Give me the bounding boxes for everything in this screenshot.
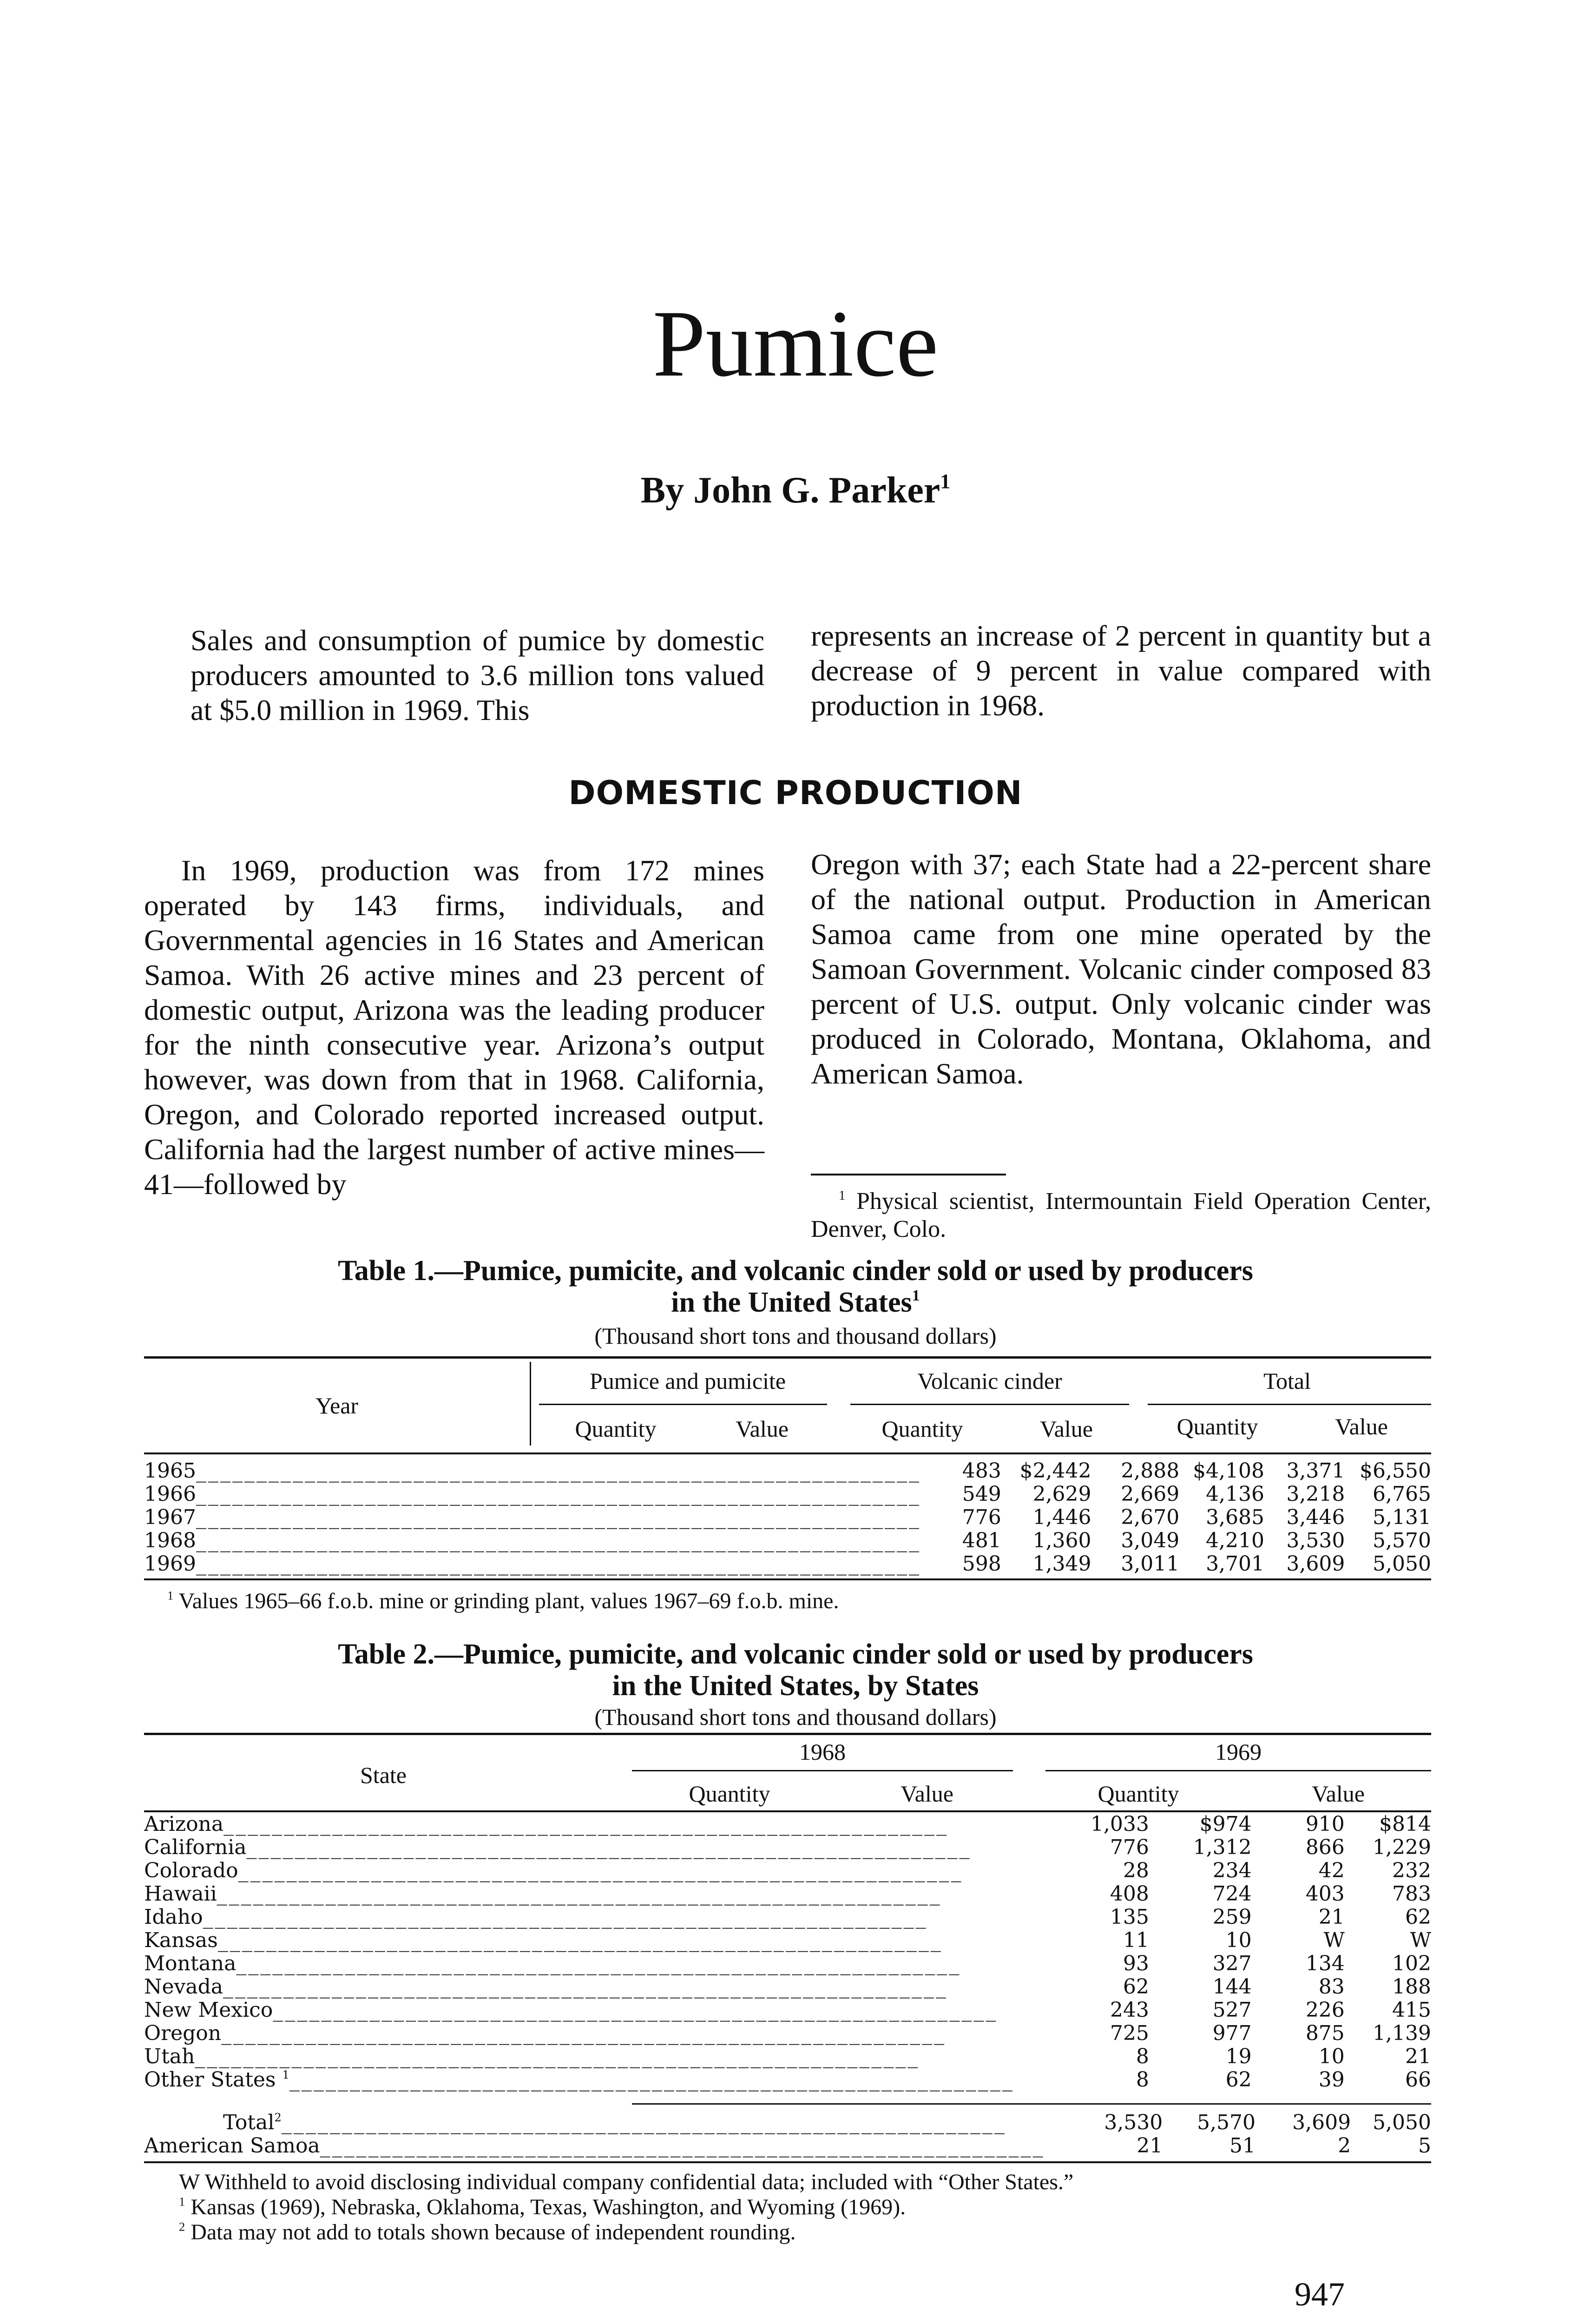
table-cell: W (1323, 1928, 1345, 1952)
table-cell: 910 (1305, 1812, 1345, 1836)
table-cell: 62 (1405, 1905, 1431, 1929)
table1-group-rule (539, 1404, 827, 1405)
author-footnote-text: Physical scientist, Intermountain Field Operation Center, Denver, Colo. (811, 1188, 1432, 1242)
leader-dots: ____________________________________________________________ (196, 1483, 921, 1506)
table-cell: 5 (1418, 2134, 1431, 2158)
table1-header-rule (144, 1452, 1431, 1454)
table-cell: 3,685 (1206, 1505, 1265, 1529)
table1-caption-mark: 1 (912, 1287, 920, 1305)
footnote-text: Withheld to avoid disclosing individual company confidential data; included with “Other States.” (204, 2170, 1074, 2194)
table2-col-header: Quantity (1098, 1781, 1179, 1807)
table-cell: 234 (1212, 1859, 1252, 1882)
footnote-mark: 1 (179, 2194, 185, 2209)
table2-row-label: Arizona____________________________________________________________ (144, 1813, 949, 1836)
table-row (144, 1552, 1431, 1576)
table1-caption (0, 1255, 1591, 1318)
table-cell: 3,218 (1286, 1482, 1345, 1506)
table1-group-header: Total (1263, 1368, 1311, 1394)
table-cell: 21 (1318, 1905, 1345, 1929)
footnote-text: Kansas (1969), Nebraska, Oklahoma, Texas, Washington, and Wyoming (1969). (191, 2195, 906, 2219)
byline (0, 465, 1591, 516)
table-row (144, 1813, 1431, 1836)
leader-dots: ____________________________________________________________ (289, 2068, 1014, 2092)
table-cell: 226 (1305, 1998, 1345, 2022)
leader-dots: ____________________________________________________________ (196, 1552, 921, 1576)
table2-row-label: Idaho____________________________________________________________ (144, 1906, 928, 1929)
table2-footnote (179, 2170, 1073, 2195)
table-cell: 3,609 (1286, 1552, 1345, 1576)
table-cell: 5,570 (1197, 2111, 1256, 2134)
table2-year-header: 1968 (799, 1739, 846, 1765)
table-row (144, 1459, 1431, 1483)
table2-caption-line1: Table 2.—Pumice, pumicite, and volcanic cinder sold or used by producers (338, 1638, 1253, 1670)
table-cell: 93 (1123, 1952, 1149, 1975)
table-cell: 1,312 (1193, 1835, 1252, 1859)
table1-col-header: Quantity (1177, 1413, 1258, 1439)
table2-bottom-rule (144, 2161, 1431, 2163)
table2-row-label: Utah____________________________________________________________ (144, 2045, 920, 2068)
table2-footnote (179, 2220, 796, 2245)
table-cell: 11 (1123, 1928, 1149, 1952)
footnote-mark: W (179, 2170, 200, 2194)
leader-dots: ____________________________________________________________ (196, 1459, 921, 1483)
table-cell: 3,049 (1121, 1529, 1180, 1552)
production-left-column: In 1969, production was from 172 mines operated by 143 firms, individuals, and Governmental agencies in 16 States and American Samoa. With 26 active mines and 23 percent of domestic output, Arizona was the leading producer for the ninth consecutive year. Arizona’s output however, was down from that in 1968. California, Oregon, and Colorado reported increased output. California had the largest number of active mines—41—followed by (144, 854, 764, 1201)
table-cell: 5,570 (1373, 1529, 1431, 1552)
table2-caption (0, 1638, 1591, 1702)
table-cell: 4,210 (1206, 1529, 1265, 1552)
table1-group-rule (1148, 1404, 1431, 1405)
table2-total-label (144, 2111, 1045, 2134)
table2-year-rule (632, 1770, 1013, 1771)
table2-stub-header: State (360, 1762, 407, 1788)
table-cell: 1,033 (1090, 1812, 1149, 1836)
table-cell: 408 (1110, 1882, 1149, 1906)
table2-col-header: Value (901, 1781, 953, 1807)
table-row (144, 1859, 1431, 1882)
table2-footnote (179, 2195, 906, 2220)
table-cell: 39 (1318, 2068, 1345, 2092)
table-cell: 62 (1123, 1975, 1149, 1999)
leader-dots: ____________________________________________________________ (246, 1836, 972, 1859)
table2-col-header: Quantity (689, 1781, 770, 1807)
table-row (144, 2068, 1431, 2092)
table-cell: 1,229 (1373, 1835, 1431, 1859)
table-cell: 243 (1110, 1998, 1149, 2022)
table-row (144, 1882, 1431, 1906)
row-footnote-mark: 1 (282, 2068, 289, 2082)
intro-left-column: Sales and consumption of pumice by domestic producers amounted to 3.6 million tons valued at $5.0 million in 1969. This (191, 624, 764, 726)
leader-dots: ____________________________________________________________ (196, 1506, 921, 1529)
leader-dots: ____________________________________________________________ (217, 1929, 943, 1952)
leader-dots: ____________________________________________________________ (273, 1999, 998, 2022)
table1-group-header: Pumice and pumicite (589, 1368, 786, 1394)
table1-caption-line1: Table 1.—Pumice, pumicite, and volcanic cinder sold or used by producers (338, 1255, 1253, 1287)
table2-col-header: Value (1312, 1781, 1365, 1807)
total-label-text: Total (223, 2111, 275, 2134)
table1-top-rule (144, 1356, 1431, 1359)
table-cell: 134 (1305, 1952, 1345, 1975)
table-cell: $974 (1199, 1812, 1252, 1836)
footnote-mark: 2 (179, 2219, 185, 2234)
table-cell: 62 (1225, 2068, 1252, 2092)
table-cell: 135 (1110, 1905, 1149, 1929)
table-cell: 21 (1405, 2045, 1431, 2068)
author-footnote (811, 1188, 1431, 1243)
byline-footnote-mark: 1 (940, 470, 951, 493)
table-cell: 2,888 (1121, 1459, 1180, 1483)
table-cell: $814 (1379, 1812, 1431, 1836)
table-cell: 83 (1318, 1975, 1345, 1999)
table2-caption-line2: in the United States, by States (612, 1670, 979, 1702)
table-cell: 776 (962, 1505, 1001, 1529)
table-cell: 2,670 (1121, 1505, 1180, 1529)
table-cell: 232 (1392, 1859, 1431, 1882)
intro-right-column: represents an increase of 2 percent in quantity but a decrease of 9 percent in value compared with production in 1968. (811, 619, 1431, 722)
leader-dots: ____________________________________________________________ (320, 2134, 1045, 2158)
table1-caption-line2-wrap (0, 1287, 1591, 1318)
table2-row-label: Montana____________________________________________________________ (144, 1952, 961, 1975)
footnote-rule (811, 1174, 1006, 1175)
table-cell: 1,349 (1032, 1552, 1091, 1576)
table-cell: 3,011 (1121, 1552, 1180, 1576)
table2-row-label (144, 2068, 1014, 2092)
table-row (144, 1999, 1431, 2022)
table1-group-header: Volcanic cinder (917, 1368, 1062, 1394)
table2-row-label: Colorado____________________________________________________________ (144, 1859, 963, 1882)
table1-row-label: 1965____________________________________________________________ (144, 1459, 921, 1483)
table-row (144, 1906, 1431, 1929)
table-cell: 8 (1136, 2045, 1149, 2068)
table2-year-header: 1969 (1215, 1739, 1262, 1765)
table1-row-label: 1967____________________________________________________________ (144, 1506, 921, 1529)
table-cell: 5,131 (1373, 1505, 1431, 1529)
table2-row-label: Kansas____________________________________________________________ (144, 1929, 943, 1952)
table-cell: 1,360 (1032, 1529, 1091, 1552)
table1-row-label: 1969____________________________________________________________ (144, 1552, 921, 1576)
table-row (144, 1929, 1431, 1952)
table2-row-label: Hawaii____________________________________________________________ (144, 1882, 942, 1906)
table-row (144, 1529, 1431, 1552)
leader-dots: ____________________________________________________________ (203, 1906, 928, 1929)
table-row (144, 1975, 1431, 1999)
table-row (144, 2022, 1431, 2045)
table2-row-label: California____________________________________________________________ (144, 1836, 972, 1859)
table1-footnote-mark: 1 (167, 1588, 174, 1603)
table-cell: W (1410, 1928, 1431, 1952)
table1-stub-header: Year (315, 1393, 359, 1419)
table1-col-header: Value (1335, 1413, 1388, 1439)
table-row-total (144, 2111, 1431, 2134)
table-cell: 3,446 (1286, 1505, 1345, 1529)
table-row (144, 1506, 1431, 1529)
page-title: Pumice (652, 291, 939, 396)
table-cell: 977 (1212, 2021, 1252, 2045)
table-row (144, 1483, 1431, 1506)
table-cell: 5,050 (1373, 1552, 1431, 1576)
table-cell: 144 (1212, 1975, 1252, 1999)
total-footnote-mark: 2 (274, 2111, 282, 2125)
table-cell: 725 (1110, 2021, 1149, 2045)
table-cell: 415 (1392, 1998, 1431, 2022)
section-heading: DOMESTIC PRODUCTION (568, 774, 1023, 812)
table-cell: $6,550 (1360, 1459, 1431, 1483)
table1-row-label: 1966____________________________________________________________ (144, 1483, 921, 1506)
table1-body (144, 1459, 1431, 1576)
table2-total-rule (632, 2103, 1431, 2105)
table2-row-label: Nevada____________________________________________________________ (144, 1975, 948, 1999)
table-cell: 549 (962, 1482, 1001, 1506)
table-cell: 724 (1212, 1882, 1252, 1906)
table-cell: 19 (1225, 2045, 1252, 2068)
table-cell: 66 (1405, 2068, 1431, 2092)
table-cell: 188 (1392, 1975, 1431, 1999)
table-cell: 3,701 (1206, 1552, 1265, 1576)
row-label-text: Other States (144, 2068, 276, 2092)
table-cell: 1,446 (1032, 1505, 1091, 1529)
table-cell: 527 (1212, 1998, 1252, 2022)
author-name: By John G. Parker (640, 470, 940, 511)
leader-dots: ____________________________________________________________ (224, 1813, 949, 1836)
table2-year-rule (1045, 1770, 1431, 1771)
table1-col-header: Value (736, 1416, 789, 1442)
table1-caption-line2: in the United States (671, 1287, 912, 1318)
table-cell: 42 (1318, 1859, 1345, 1882)
page-number: 947 (1295, 2276, 1345, 2313)
table2-totals (144, 2111, 1431, 2158)
table-row (144, 2134, 1431, 2158)
table-cell: 51 (1229, 2134, 1256, 2158)
table1-group-rule (850, 1404, 1129, 1405)
leader-dots: ____________________________________________________________ (236, 1952, 961, 1975)
table1-col-header: Value (1040, 1416, 1093, 1442)
table-cell: 102 (1392, 1952, 1431, 1975)
table-cell: 2,629 (1032, 1482, 1091, 1506)
leader-dots: ____________________________________________________________ (238, 1859, 963, 1882)
table1-row-label: 1968____________________________________________________________ (144, 1529, 921, 1552)
production-right-column: Oregon with 37; each State had a 22-percent share of the national output. Production in American Samoa came from one mine operated by the Samoan Government. Volcanic cinder composed 83 percent of U.S. output. Only volcanic cinder was produced in Colorado, Montana, Oklahoma, and American Samoa. (811, 848, 1431, 1090)
table-cell: 10 (1225, 1928, 1252, 1952)
table2-row-label: Oregon____________________________________________________________ (144, 2022, 947, 2045)
table-row (144, 1836, 1431, 1859)
table-cell: 875 (1305, 2021, 1345, 2045)
table-cell: 2,669 (1121, 1482, 1180, 1506)
table1-subtitle: (Thousand short tons and thousand dollars) (594, 1323, 997, 1349)
table-cell: 783 (1392, 1882, 1431, 1906)
table-cell: 4,136 (1206, 1482, 1265, 1506)
table-cell: 3,609 (1292, 2111, 1351, 2134)
table-cell: 866 (1305, 1835, 1345, 1859)
table2-top-rule (144, 1733, 1431, 1735)
leader-dots: ____________________________________________________________ (196, 1529, 921, 1552)
table-cell: 1,139 (1373, 2021, 1431, 2045)
table-cell: $2,442 (1019, 1459, 1091, 1483)
table1-col-header: Quantity (575, 1416, 657, 1442)
table-cell: 21 (1137, 2134, 1163, 2158)
leader-dots: ____________________________________________________________ (223, 1975, 948, 1999)
table-cell: 2 (1338, 2134, 1351, 2158)
table1-bottom-rule (144, 1578, 1431, 1580)
table-cell: 3,530 (1104, 2111, 1163, 2134)
table-cell: 776 (1110, 1835, 1149, 1859)
table-cell: 327 (1212, 1952, 1252, 1975)
table-cell: 598 (962, 1552, 1001, 1576)
leader-dots: ____________________________________________________________ (217, 1882, 942, 1906)
table-cell: 3,371 (1286, 1459, 1345, 1483)
table2-row-label: New Mexico____________________________________________________________ (144, 1999, 998, 2022)
table1-footnote-text: Values 1965–66 f.o.b. mine or grinding plant, values 1967–69 f.o.b. mine. (178, 1589, 839, 1613)
table1-footnote (167, 1589, 839, 1614)
table1-col-header: Quantity (881, 1416, 963, 1442)
leader-dots: ____________________________________________________________ (195, 2045, 920, 2068)
table-row (144, 1952, 1431, 1975)
leader-dots: ____________________________________________________________ (221, 2022, 947, 2045)
table2-subtitle: (Thousand short tons and thousand dollars) (594, 1704, 997, 1730)
author-footnote-mark: 1 (839, 1188, 846, 1203)
table-cell: 6,765 (1373, 1482, 1431, 1506)
table2-body (144, 1813, 1431, 2092)
table-cell: 5,050 (1373, 2111, 1431, 2134)
table-cell: 10 (1318, 2045, 1345, 2068)
table-cell: 259 (1212, 1905, 1252, 1929)
table2-row-label: American Samoa____________________________________________________________ (144, 2134, 1045, 2158)
footnote-text: Data may not add to totals shown because of independent rounding. (191, 2220, 796, 2245)
table-cell: 8 (1136, 2068, 1149, 2092)
table-cell: 403 (1305, 1882, 1345, 1906)
table-cell: 483 (962, 1459, 1001, 1483)
table-cell: 481 (962, 1529, 1001, 1552)
table-row (144, 2045, 1431, 2068)
table-cell: $4,108 (1193, 1459, 1265, 1483)
table1-stub-divider (530, 1362, 531, 1446)
table-cell: 28 (1123, 1859, 1149, 1882)
table-cell: 3,530 (1286, 1529, 1345, 1552)
leader-dots: ____________________________________________________________ (281, 2111, 1006, 2134)
